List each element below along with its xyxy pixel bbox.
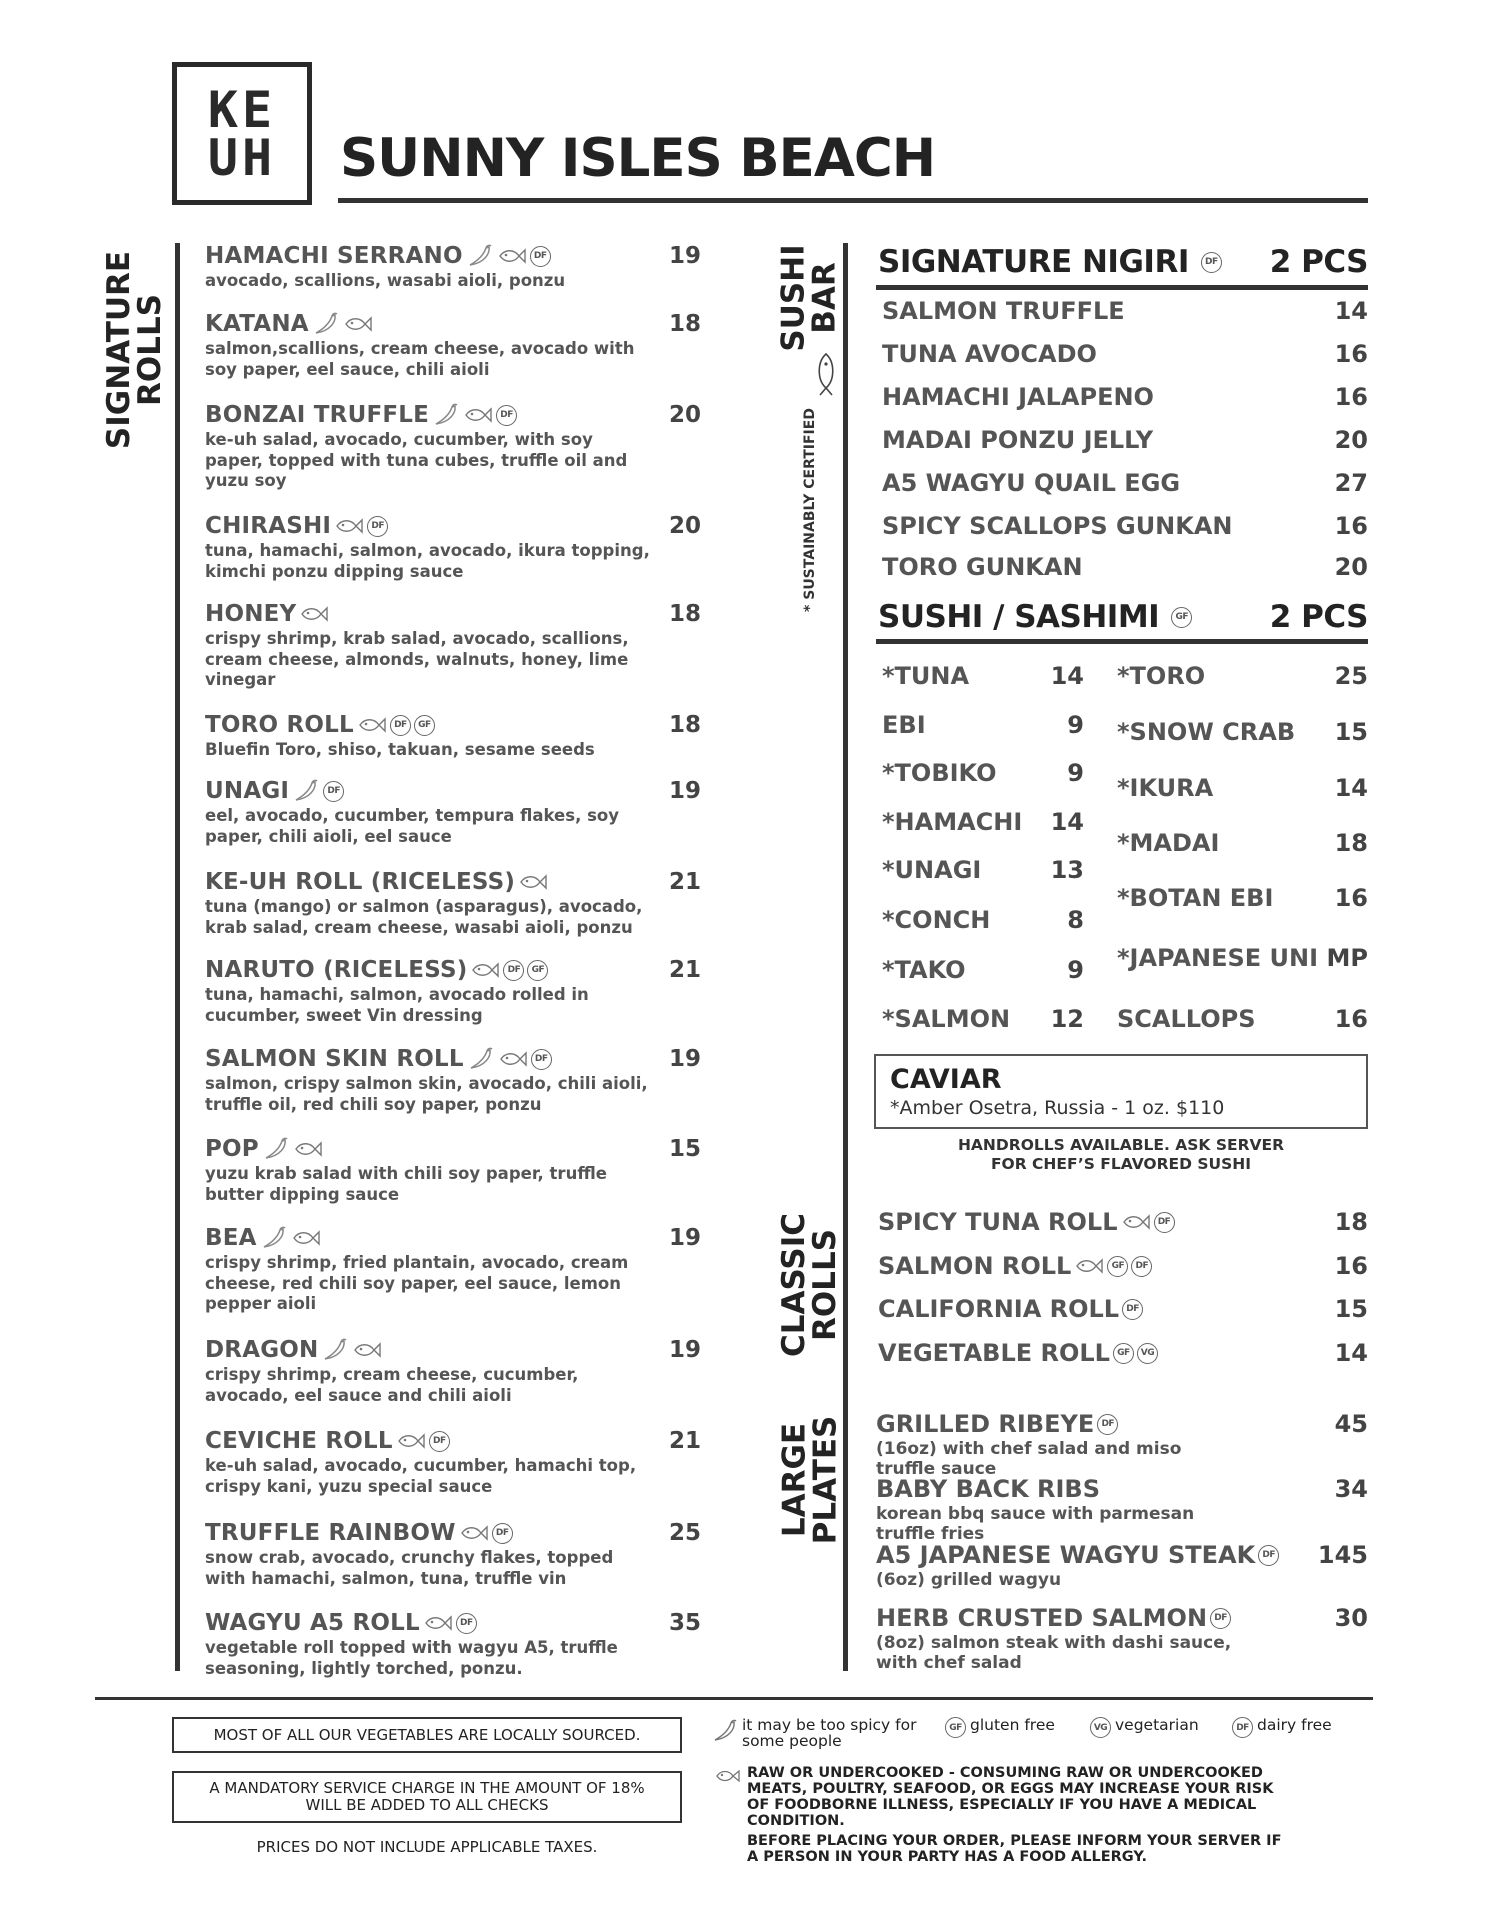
caviar-box	[874, 1054, 1368, 1129]
dairy-free-icon: DF	[1232, 1717, 1253, 1738]
roll-price: 19	[668, 243, 701, 269]
sustainably-certified-note	[790, 400, 830, 620]
classic-roll-name: SPICY TUNA ROLL	[878, 1208, 1118, 1236]
roll-name-row	[205, 1520, 705, 1546]
roll-price: 19	[668, 1046, 701, 1072]
sashimi-name: *CONCH	[882, 906, 991, 934]
roll-price: 21	[668, 869, 701, 895]
sashimi-name: *SNOW CRAB	[1117, 718, 1296, 746]
raw-fish-icon	[470, 961, 500, 979]
roll-item	[205, 1428, 705, 1497]
roll-description: tuna (mango) or salmon (asparagus), avocado, krab salad, cream cheese, wasabi aioli, ponzu	[205, 897, 643, 937]
large-plate-description: (16oz) with chef salad and miso truffle sauce	[876, 1439, 1182, 1479]
roll-name-row	[205, 869, 705, 895]
sashimi-row	[882, 662, 1084, 690]
roll-description: vegetable roll topped with wagyu A5, truffle seasoning, lightly torched, ponzu.	[205, 1638, 618, 1678]
gluten-free-icon: GF	[945, 1717, 966, 1738]
sashimi-name: SCALLOPS	[1117, 1005, 1256, 1033]
signature-rolls-label	[95, 240, 175, 460]
roll-price: 15	[668, 1136, 701, 1162]
raw-fish-icon	[357, 716, 387, 734]
caviar-title: CAVIAR	[890, 1064, 1002, 1095]
nigiri-price: 20	[1334, 426, 1368, 454]
sashimi-name: *UNAGI	[882, 856, 982, 884]
sashimi-row	[1117, 944, 1368, 972]
raw-fish-icon	[299, 605, 329, 623]
roll-name: KE-UH ROLL (RICELESS)	[205, 869, 516, 895]
roll-description: yuzu krab salad with chili soy paper, truffle butter dipping sauce	[205, 1164, 607, 1204]
roll-price: 19	[668, 1225, 701, 1251]
sashimi-price: 14	[1050, 662, 1084, 690]
large-plates-label-line2: PLATES	[807, 1415, 843, 1545]
roll-name-row	[205, 1428, 705, 1454]
legend-dairy-free	[1232, 1717, 1342, 1738]
large-plate-item	[876, 1475, 1368, 1544]
sushi-bar-label-line1: SUSHI	[776, 244, 812, 352]
nigiri-row	[882, 297, 1368, 325]
gluten-free-icon: GF	[414, 715, 435, 736]
large-plate-price: 30	[1334, 1604, 1368, 1632]
caviar-desc: *Amber Osetra, Russia - 1 oz. $110	[890, 1097, 1225, 1119]
chili-icon	[321, 1338, 349, 1362]
sushi-bar-label	[770, 238, 850, 358]
roll-price: 19	[668, 778, 701, 804]
roll-item	[205, 778, 705, 847]
page-title: SUNNY ISLES BEACH	[340, 128, 936, 189]
roll-name-row	[205, 1610, 705, 1636]
dairy-free-icon: DF	[456, 1613, 477, 1634]
dairy-free-icon: DF	[367, 516, 388, 537]
sashimi-price: 13	[1050, 856, 1084, 884]
signature-nigiri-title: SIGNATURE NIGIRI	[878, 244, 1189, 280]
sushi-sashimi-pcs: 2 PCS	[1269, 599, 1368, 635]
classic-roll-row	[878, 1208, 1368, 1236]
classic-roll-price: 16	[1334, 1252, 1368, 1280]
chili-icon	[712, 1719, 738, 1746]
dairy-free-icon: DF	[323, 781, 344, 802]
classic-roll-row	[878, 1295, 1368, 1323]
sashimi-price: MP	[1326, 944, 1368, 972]
sashimi-name: *TOBIKO	[882, 759, 997, 787]
gluten-free-icon: GF	[527, 960, 548, 981]
raw-fish-icon	[334, 517, 364, 535]
sashimi-name: EBI	[882, 711, 926, 739]
roll-description: snow crab, avocado, crunchy flakes, topped with hamachi, salmon, tuna, truffle vin	[205, 1548, 614, 1588]
title-divider	[338, 198, 1368, 203]
classic-roll-price: 15	[1334, 1295, 1368, 1323]
roll-price: 20	[668, 513, 701, 539]
large-plate-name: HERB CRUSTED SALMON	[876, 1604, 1208, 1632]
classic-roll-name: VEGETABLE ROLL	[878, 1339, 1110, 1367]
vegetarian-icon: VG	[1137, 1343, 1158, 1364]
roll-name-row	[205, 778, 705, 804]
roll-description: Bluefin Toro, shiso, takuan, sesame seeds	[205, 740, 595, 759]
raw-fish-icon	[293, 1140, 323, 1158]
raw-fish-icon	[291, 1229, 321, 1247]
sashimi-name: *TAKO	[882, 956, 966, 984]
gluten-free-icon: GF	[1113, 1343, 1134, 1364]
nigiri-price: 16	[1334, 512, 1368, 540]
dairy-free-icon: DF	[1122, 1299, 1143, 1320]
handrolls-line1: HANDROLLS AVAILABLE. ASK SERVER	[957, 1136, 1285, 1154]
roll-name-row	[205, 601, 705, 627]
chili-icon	[466, 244, 494, 268]
roll-price: 18	[668, 311, 701, 337]
roll-name-row	[205, 513, 705, 539]
sashimi-row	[882, 808, 1084, 836]
roll-item	[205, 1046, 705, 1115]
roll-description: salmon,scallions, cream cheese, avocado with soy paper, eel sauce, chili aioli	[205, 339, 635, 379]
roll-description: tuna, hamachi, salmon, avocado, ikura topping, kimchi ponzu dipping sauce	[205, 541, 650, 581]
roll-item	[205, 1610, 705, 1679]
sashimi-row	[1117, 662, 1368, 690]
sashimi-row	[882, 1005, 1084, 1033]
chili-icon	[312, 312, 340, 336]
vegetarian-icon: VG	[1090, 1717, 1111, 1738]
raw-fish-icon	[423, 1614, 453, 1632]
roll-name-row	[205, 1225, 705, 1251]
large-plate-name-row	[876, 1541, 1368, 1569]
dairy-free-icon: DF	[1154, 1212, 1175, 1233]
legend-spicy-text: it may be too spicy for some people	[742, 1716, 917, 1750]
roll-name: TORO ROLL	[205, 712, 354, 738]
sashimi-price: 14	[1050, 808, 1084, 836]
sashimi-name: *SALMON	[882, 1005, 1011, 1033]
legend-spicy	[712, 1717, 937, 1749]
sashimi-price: 16	[1334, 884, 1368, 912]
nigiri-row	[882, 553, 1368, 581]
signature-rolls-bar	[175, 243, 180, 1671]
roll-item	[205, 513, 705, 582]
large-plate-price: 45	[1334, 1410, 1368, 1438]
nigiri-name: MADAI PONZU JELLY	[882, 426, 1154, 454]
sashimi-name: *TORO	[1117, 662, 1206, 690]
raw-fish-icon	[343, 315, 373, 333]
roll-description: crispy shrimp, krab salad, avocado, scallions, cream cheese, almonds, walnuts, honey, lime vinegar	[205, 629, 629, 689]
roll-name-row	[205, 402, 705, 428]
roll-item	[205, 311, 705, 380]
classic-roll-row	[878, 1252, 1368, 1280]
legend-vg-text: vegetarian	[1115, 1716, 1199, 1734]
roll-price: 25	[668, 1520, 701, 1546]
roll-name: CHIRASHI	[205, 513, 332, 539]
roll-name-row	[205, 1337, 705, 1363]
sashimi-price: 8	[1067, 906, 1084, 934]
dairy-free-icon: DF	[429, 1431, 450, 1452]
local-vegetables-note: MOST OF ALL OUR VEGETABLES ARE LOCALLY SOURCED.	[172, 1717, 682, 1753]
roll-name: NARUTO (RICELESS)	[205, 957, 468, 983]
roll-item	[205, 957, 705, 1026]
handrolls-line2: FOR CHEF’S FLAVORED SUSHI	[990, 1155, 1252, 1173]
nigiri-price: 16	[1334, 383, 1368, 411]
logo-line-1: KE	[207, 80, 277, 139]
roll-description: ke-uh salad, avocado, cucumber, with soy paper, topped with tuna cubes, truffle oil and yuzu soy	[205, 430, 628, 490]
sashimi-price: 12	[1050, 1005, 1084, 1033]
sashimi-row	[882, 956, 1084, 984]
raw-fish-icon	[714, 1768, 740, 1788]
dairy-free-icon: DF	[530, 246, 551, 267]
dairy-free-icon: DF	[496, 405, 517, 426]
nigiri-name: HAMACHI JALAPENO	[882, 383, 1154, 411]
sashimi-price: 14	[1334, 774, 1368, 802]
sashimi-name: *HAMACHI	[882, 808, 1023, 836]
dairy-free-icon: DF	[1258, 1545, 1279, 1566]
nigiri-price: 16	[1334, 340, 1368, 368]
classic-rolls-label	[770, 1210, 850, 1360]
sushi-bar-label-line2: BAR	[807, 262, 843, 334]
sushi-sashimi-title: SUSHI / SASHIMI	[878, 599, 1160, 635]
classic-roll-price: 18	[1334, 1208, 1368, 1236]
service-charge-note: A MANDATORY SERVICE CHARGE IN THE AMOUNT OF 18% WILL BE ADDED TO ALL CHECKS	[172, 1771, 682, 1823]
roll-price: 18	[668, 601, 701, 627]
roll-item	[205, 1337, 705, 1406]
legend-df-text: dairy free	[1257, 1716, 1332, 1734]
classic-roll-row	[878, 1339, 1368, 1367]
roll-name: BEA	[205, 1225, 257, 1251]
roll-description: eel, avocado, cucumber, tempura flakes, soy paper, chili aioli, eel sauce	[205, 806, 619, 846]
sashimi-price: 9	[1067, 956, 1084, 984]
sashimi-row	[1117, 774, 1368, 802]
dairy-free-icon: DF	[492, 1523, 513, 1544]
sashimi-price: 16	[1334, 1005, 1368, 1033]
sashimi-price: 15	[1334, 718, 1368, 746]
nigiri-price: 20	[1334, 553, 1368, 581]
large-plate-name: GRILLED RIBEYE	[876, 1410, 1095, 1438]
large-plates-label	[770, 1410, 850, 1550]
classic-roll-name: SALMON ROLL	[878, 1252, 1072, 1280]
roll-description: tuna, hamachi, salmon, avocado rolled in cucumber, sweet Vin dressing	[205, 985, 589, 1025]
roll-price: 35	[668, 1610, 701, 1636]
sustainable-fish-icon	[815, 352, 837, 400]
roll-name: DRAGON	[205, 1337, 319, 1363]
nigiri-row	[882, 512, 1368, 540]
roll-name: SALMON SKIN ROLL	[205, 1046, 464, 1072]
large-plate-price: 34	[1334, 1475, 1368, 1503]
signature-rolls-label-line1: SIGNATURE	[101, 250, 138, 450]
roll-item	[205, 402, 705, 492]
roll-description: crispy shrimp, cream cheese, cucumber, avocado, eel sauce and chili aioli	[205, 1365, 579, 1405]
roll-item	[205, 1520, 705, 1589]
dairy-free-icon: DF	[503, 960, 524, 981]
roll-name-row	[205, 1046, 705, 1072]
roll-description: salmon, crispy salmon skin, avocado, chili aioli, truffle oil, red chili soy paper, ponzu	[205, 1074, 648, 1114]
large-plate-item	[876, 1410, 1368, 1479]
roll-price: 19	[668, 1337, 701, 1363]
raw-warning: RAW OR UNDERCOOKED - CONSUMING RAW OR UNDERCOOKED MEATS, POULTRY, SEAFOOD, OR EGGS MAY INCREASE YOUR RISK OF FOODBORNE ILLNESS, ESPECIALLY IF YOU HAVE A MEDICAL CONDITION.	[747, 1765, 1274, 1829]
nigiri-row	[882, 340, 1368, 368]
roll-name-row	[205, 311, 705, 337]
raw-fish-icon	[463, 406, 493, 424]
nigiri-row	[882, 426, 1368, 454]
gluten-free-icon: GF	[1107, 1256, 1128, 1277]
roll-name: KATANA	[205, 311, 309, 337]
chili-icon	[260, 1226, 288, 1250]
sushi-sashimi-rule	[876, 639, 1368, 644]
large-plate-description: korean bbq sauce with parmesan truffle fries	[876, 1504, 1195, 1544]
sashimi-row	[1117, 884, 1368, 912]
chili-icon	[292, 779, 320, 803]
classic-roll-price: 14	[1334, 1339, 1368, 1367]
raw-fish-icon	[459, 1524, 489, 1542]
dairy-free-badge: DF	[1201, 252, 1222, 273]
sashimi-name: *BOTAN EBI	[1117, 884, 1274, 912]
roll-item	[205, 869, 705, 938]
large-plate-description: (6oz) grilled wagyu	[876, 1570, 1062, 1590]
roll-description: ke-uh salad, avocado, cucumber, hamachi top, crispy kani, yuzu special sauce	[205, 1456, 637, 1496]
nigiri-name: TORO GUNKAN	[882, 553, 1083, 581]
roll-name: POP	[205, 1136, 259, 1162]
roll-description: crispy shrimp, fried plantain, avocado, cream cheese, red chili soy paper, eel sauce, lemon pepper aioli	[205, 1253, 629, 1313]
large-plate-name: BABY BACK RIBS	[876, 1475, 1101, 1503]
raw-fish-icon	[396, 1432, 426, 1450]
nigiri-name: TUNA AVOCADO	[882, 340, 1097, 368]
sashimi-row	[882, 759, 1084, 787]
nigiri-name: SALMON TRUFFLE	[882, 297, 1125, 325]
sustainably-certified-text: * SUSTAINABLY CERTIFIED	[802, 408, 819, 612]
sashimi-price: 25	[1334, 662, 1368, 690]
sashimi-row	[882, 906, 1084, 934]
signature-rolls-label-line2: ROLLS	[132, 293, 169, 407]
large-plate-item	[876, 1541, 1368, 1590]
large-plate-name: A5 JAPANESE WAGYU STEAK	[876, 1541, 1256, 1569]
nigiri-row	[882, 469, 1368, 497]
roll-item	[205, 1225, 705, 1315]
keuh-logo	[172, 62, 312, 205]
signature-nigiri-header	[878, 244, 1368, 280]
sashimi-name: *TUNA	[882, 662, 970, 690]
logo-line-2: UH	[207, 128, 277, 187]
nigiri-row	[882, 383, 1368, 411]
dairy-free-icon: DF	[1210, 1608, 1231, 1629]
roll-name: UNAGI	[205, 778, 290, 804]
sashimi-row	[882, 856, 1084, 884]
allergy-note: BEFORE PLACING YOUR ORDER, PLEASE INFORM YOUR SERVER IF A PERSON IN YOUR PARTY HAS A FOOD ALLERGY.	[747, 1833, 1282, 1865]
raw-fish-icon	[498, 1050, 528, 1068]
roll-price: 21	[668, 1428, 701, 1454]
roll-price: 20	[668, 402, 701, 428]
sashimi-row	[1117, 829, 1368, 857]
roll-name: TRUFFLE RAINBOW	[205, 1520, 456, 1546]
roll-price: 18	[668, 712, 701, 738]
roll-description: avocado, scallions, wasabi aioli, ponzu	[205, 271, 566, 290]
legend-gluten-free	[945, 1717, 1055, 1738]
raw-fish-icon	[1074, 1257, 1104, 1275]
roll-name: CEVICHE ROLL	[205, 1428, 393, 1454]
roll-name: HONEY	[205, 601, 297, 627]
large-plate-name-row	[876, 1410, 1368, 1438]
dairy-free-icon: DF	[531, 1049, 552, 1070]
roll-price: 21	[668, 957, 701, 983]
nigiri-name: A5 WAGYU QUAIL EGG	[882, 469, 1181, 497]
roll-name-row	[205, 243, 705, 269]
handrolls-note	[874, 1136, 1368, 1174]
nigiri-price: 27	[1334, 469, 1368, 497]
sashimi-price: 9	[1067, 759, 1084, 787]
dairy-free-icon: DF	[390, 715, 411, 736]
classic-roll-name: CALIFORNIA ROLL	[878, 1295, 1120, 1323]
large-plate-item	[876, 1604, 1368, 1673]
signature-nigiri-pcs: 2 PCS	[1269, 244, 1368, 280]
signature-nigiri-rule	[876, 285, 1368, 290]
roll-item	[205, 1136, 705, 1205]
sashimi-row	[882, 711, 1084, 739]
sashimi-price: 18	[1334, 829, 1368, 857]
large-plates-label-line1: LARGE	[776, 1422, 812, 1538]
chili-icon	[432, 403, 460, 427]
sashimi-price: 9	[1067, 711, 1084, 739]
gluten-free-badge: GF	[1171, 607, 1192, 628]
classic-rolls-label-line2: ROLLS	[807, 1228, 844, 1342]
roll-item	[205, 243, 705, 292]
legend-gf-text: gluten free	[970, 1716, 1055, 1734]
chili-icon	[262, 1137, 290, 1161]
sashimi-row	[1117, 718, 1368, 746]
sashimi-name: *IKURA	[1117, 774, 1214, 802]
sushi-sashimi-header	[878, 599, 1368, 635]
raw-fish-icon	[352, 1341, 382, 1359]
large-plate-price: 145	[1317, 1541, 1368, 1569]
large-plate-name-row	[876, 1475, 1368, 1503]
sashimi-name: *JAPANESE UNI	[1117, 944, 1319, 972]
nigiri-name: SPICY SCALLOPS GUNKAN	[882, 512, 1233, 540]
sashimi-row	[1117, 1005, 1368, 1033]
classic-rolls-label-line1: CLASSIC	[776, 1212, 813, 1358]
raw-fish-icon	[497, 247, 527, 265]
roll-name-row	[205, 712, 705, 738]
roll-name-row	[205, 1136, 705, 1162]
roll-item	[205, 601, 705, 691]
chili-icon	[467, 1047, 495, 1071]
large-plate-description: (8oz) salmon steak with dashi sauce, with chef salad	[876, 1633, 1232, 1673]
roll-name-row	[205, 957, 705, 983]
roll-item	[205, 712, 705, 761]
sashimi-name: *MADAI	[1117, 829, 1220, 857]
legend-vegetarian	[1090, 1717, 1220, 1738]
roll-name: BONZAI TRUFFLE	[205, 402, 430, 428]
dairy-free-icon: DF	[1097, 1414, 1118, 1435]
large-plate-name-row	[876, 1604, 1368, 1632]
footer-divider	[95, 1697, 1373, 1700]
roll-name: WAGYU A5 ROLL	[205, 1610, 420, 1636]
raw-fish-icon	[1121, 1213, 1151, 1231]
taxes-note: PRICES DO NOT INCLUDE APPLICABLE TAXES.	[256, 1838, 598, 1856]
nigiri-price: 14	[1334, 297, 1368, 325]
roll-name: HAMACHI SERRANO	[205, 243, 463, 269]
raw-fish-icon	[518, 873, 548, 891]
dairy-free-icon: DF	[1131, 1256, 1152, 1277]
